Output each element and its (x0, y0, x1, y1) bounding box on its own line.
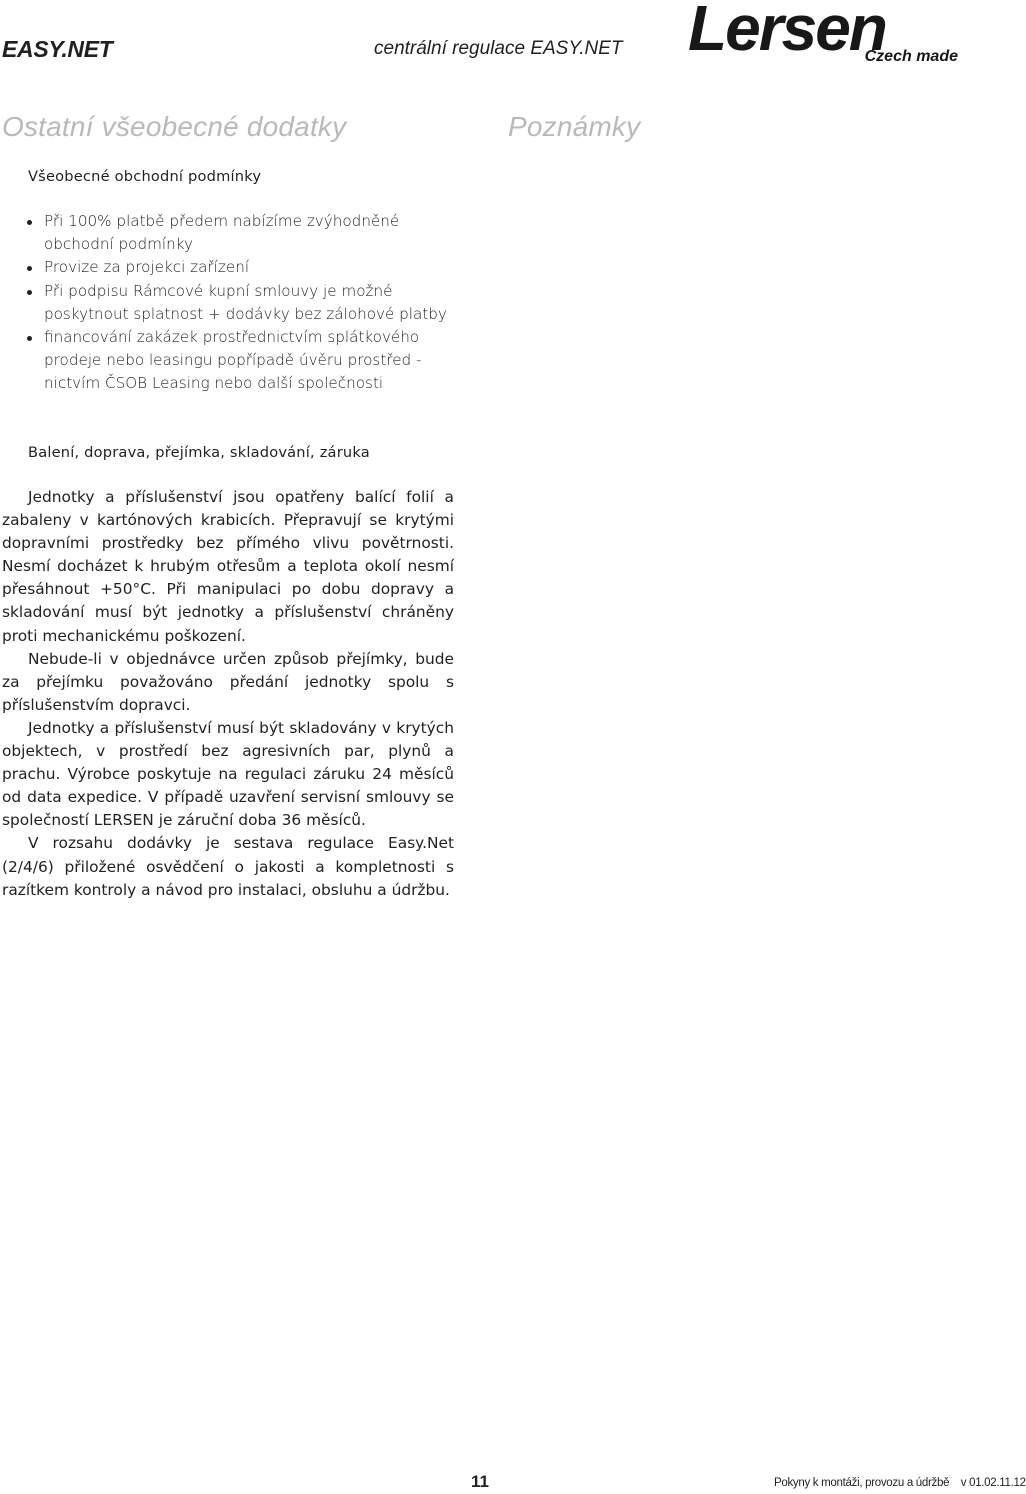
section-title-notes: Poznámky (508, 111, 641, 142)
logo-wordmark: Lersen (688, 0, 886, 64)
page-number: 11 (471, 1472, 489, 1491)
bullet-text: Při podpisu Rámcové kupní smlouvy je možné poskytnout splatnost + dodávky bez zálohové platby (44, 281, 447, 323)
header-product-name: EASY.NET (2, 36, 113, 62)
bullet-item (27, 256, 472, 279)
terms-bullet-list (27, 210, 472, 396)
packaging-heading: Balení, doprava, přejímka, skladování, záruka (28, 444, 370, 461)
bullet-item (27, 326, 472, 396)
bullet-text: financování zakázek prostřednictvím splátkového prodeje nebo leasingu popřípadě úvěru prostřed - nictvím ČSOB Leasing nebo další společnosti (44, 328, 422, 393)
bullet-item (27, 280, 472, 326)
bullet-item (27, 210, 472, 256)
packaging-body (2, 486, 454, 902)
header-subtitle: centrální regulace EASY.NET (374, 38, 623, 59)
bullet-text: Při 100% platbě předem nabízíme zvýhodněné obchodní podmínky (44, 212, 400, 254)
bullet-dot-icon (27, 266, 32, 271)
footer-doc-info: Pokyny k montáži, provozu a údržbě v 01.02.11.12 (774, 1477, 1026, 1489)
terms-heading: Všeobecné obchodní podmínky (28, 168, 262, 185)
body-paragraph: V rozsahu dodávky je sestava regulace Easy.Net (2/4/6) přiložené osvědčení o jakosti a kompletnosti s razítkem kontroly a návod pro instalaci, obsluhu a údržbu. (2, 834, 454, 899)
bullet-dot-icon (27, 336, 32, 341)
body-paragraph: Jednotky a příslušenství musí být skladovány v krytých objektech, v prostředí bez agresivních par, plynů a prachu. Výrobce poskytuje na regulaci záruku 24 měsíců od data expedice. V případě uzavření servisní smlouvy se společností LERSEN je záruční doba 36 měsíců. (2, 718, 454, 830)
body-paragraph: Jednotky a příslušenství jsou opatřeny balící folií a zabaleny v kartónových krabicích. Přepravují se krytými dopravními prostředky bez přímého vlivu povětrnosti. Nesmí docházet k hrubým otřesům a teplota okolí nesmí přesáhnout +50°C. Při manipulaci po dobu dopravy a skladování musí být jednotky a příslušenství chráněny proti mechanickému poškození. (2, 488, 454, 645)
section-title-general-addenda: Ostatní všeobecné dodatky (2, 111, 347, 142)
bullet-text: Provize za projekci zařízení (44, 258, 250, 277)
lersen-logo (688, 0, 960, 70)
body-paragraph: Nebude-li v objednávce určen způsob přejímky, bude za přejímku považováno předání jednotky spolu s příslušenstvím dopravci. (2, 649, 454, 714)
bullet-dot-icon (27, 220, 32, 225)
bullet-dot-icon (27, 290, 32, 295)
logo-tagline: Czech made (864, 48, 958, 65)
